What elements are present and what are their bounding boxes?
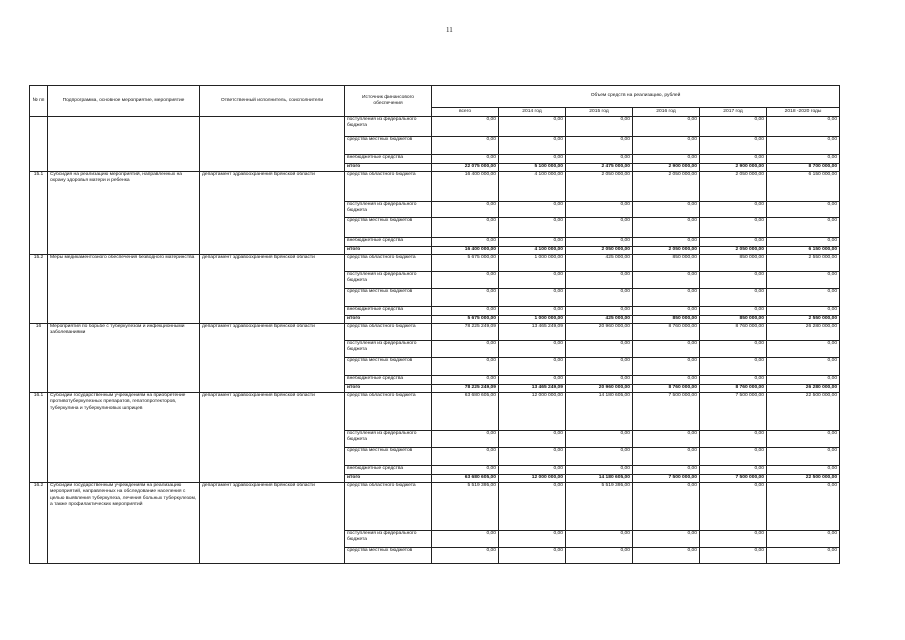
amount-cell: 0,00 <box>700 238 767 247</box>
amount-cell: 0,00 <box>767 448 840 466</box>
amount-cell: 0,00 <box>432 376 499 385</box>
row-number: 16 <box>30 324 48 393</box>
funding-source: поступления из федерального бюджета <box>345 117 432 137</box>
amount-cell: 5 519 395,00 <box>566 483 633 531</box>
amount-cell: 0,00 <box>767 238 840 247</box>
amount-cell: 425 000,00 <box>566 255 633 272</box>
amount-cell: 16 400 000,00 <box>432 247 499 255</box>
amount-cell: 0,00 <box>767 483 840 531</box>
header-year: всего <box>432 108 499 117</box>
header-num: № пп <box>30 86 48 117</box>
funding-source: внебюджетные средства <box>345 376 432 385</box>
amount-cell: 0,00 <box>633 431 700 448</box>
amount-cell: 0,00 <box>566 307 633 316</box>
measure-name <box>48 117 200 172</box>
amount-cell: 8 760 000,00 <box>700 385 767 393</box>
amount-cell: 78 225 249,09 <box>432 385 499 393</box>
amount-cell: 0,00 <box>767 272 840 289</box>
amount-cell: 0,00 <box>499 466 566 475</box>
funding-source: поступления из федерального бюджета <box>345 531 432 548</box>
page-number: 11 <box>446 26 453 34</box>
funding-source: средства областного бюджета <box>345 324 432 341</box>
header-year: 2015 год <box>566 108 633 117</box>
amount-cell: 0,00 <box>700 155 767 164</box>
amount-cell: 0,00 <box>633 202 700 218</box>
funding-source: внебюджетные средства <box>345 466 432 475</box>
amount-cell: 0,00 <box>499 155 566 164</box>
amount-cell: 0,00 <box>499 202 566 218</box>
amount-cell: 8 760 000,00 <box>700 324 767 341</box>
amount-cell: 0,00 <box>633 341 700 358</box>
amount-cell: 0,00 <box>633 137 700 155</box>
amount-cell: 0,00 <box>767 431 840 448</box>
amount-cell: 7 500 000,00 <box>633 393 700 431</box>
amount-cell: 0,00 <box>767 117 840 137</box>
header-name: Подпрограмма, основное мероприятие, мероприятие <box>48 86 200 117</box>
row-number: 15.2 <box>30 255 48 324</box>
amount-cell: 2 050 000,00 <box>566 247 633 255</box>
amount-cell: 0,00 <box>566 218 633 238</box>
amount-cell: 2 900 000,00 <box>700 164 767 172</box>
amount-cell: 0,00 <box>432 466 499 475</box>
amount-cell: 0,00 <box>633 272 700 289</box>
amount-cell: 5 675 000,00 <box>432 316 499 324</box>
table-row <box>30 324 840 341</box>
amount-cell: 0,00 <box>633 289 700 307</box>
funding-source: средства местных бюджетов <box>345 548 432 564</box>
amount-cell: 0,00 <box>499 218 566 238</box>
amount-cell: 0,00 <box>566 289 633 307</box>
amount-cell: 1 000 000,00 <box>499 316 566 324</box>
amount-cell: 0,00 <box>633 155 700 164</box>
amount-cell: 0,00 <box>700 358 767 376</box>
amount-cell: 0,00 <box>633 376 700 385</box>
amount-cell: 0,00 <box>767 466 840 475</box>
amount-cell: 0,00 <box>432 202 499 218</box>
amount-cell: 5 675 000,00 <box>432 255 499 272</box>
header-year: 2014 год <box>499 108 566 117</box>
amount-cell: 7 500 000,00 <box>700 475 767 483</box>
amount-cell: 0,00 <box>499 431 566 448</box>
amount-cell: 0,00 <box>499 341 566 358</box>
amount-cell: 16 400 000,00 <box>432 172 499 202</box>
amount-cell: 4 100 000,00 <box>499 172 566 202</box>
amount-cell: 0,00 <box>633 448 700 466</box>
amount-cell: 0,00 <box>432 272 499 289</box>
amount-cell: 22 500 000,00 <box>767 393 840 431</box>
amount-cell: 425 000,00 <box>566 316 633 324</box>
row-number: 16.1 <box>30 393 48 483</box>
amount-cell: 6 150 000,00 <box>767 172 840 202</box>
amount-cell: 0,00 <box>499 137 566 155</box>
amount-cell: 0,00 <box>566 341 633 358</box>
amount-cell: 0,00 <box>432 117 499 137</box>
funding-source: итого <box>345 247 432 255</box>
amount-cell: 63 680 605,00 <box>432 475 499 483</box>
amount-cell: 0,00 <box>432 155 499 164</box>
amount-cell: 0,00 <box>700 466 767 475</box>
row-number: 16.2 <box>30 483 48 564</box>
amount-cell: 0,00 <box>767 202 840 218</box>
amount-cell: 2 550 000,00 <box>767 316 840 324</box>
amount-cell: 0,00 <box>767 155 840 164</box>
funding-source: средства местных бюджетов <box>345 448 432 466</box>
amount-cell: 0,00 <box>566 272 633 289</box>
amount-cell: 0,00 <box>499 238 566 247</box>
amount-cell: 2 050 000,00 <box>633 172 700 202</box>
amount-cell: 8 760 000,00 <box>633 324 700 341</box>
amount-cell: 8 760 000,00 <box>633 385 700 393</box>
amount-cell: 0,00 <box>432 548 499 564</box>
amount-cell: 13 465 249,09 <box>499 324 566 341</box>
amount-cell: 26 280 000,00 <box>767 324 840 341</box>
amount-cell: 7 500 000,00 <box>633 475 700 483</box>
funding-source: итого <box>345 316 432 324</box>
amount-cell: 0,00 <box>700 289 767 307</box>
amount-cell: 14 180 605,00 <box>566 475 633 483</box>
funding-source: поступления из федерального бюджета <box>345 431 432 448</box>
row-number <box>30 117 48 172</box>
amount-cell: 0,00 <box>499 289 566 307</box>
amount-cell: 13 465 249,09 <box>499 385 566 393</box>
amount-cell: 0,00 <box>566 376 633 385</box>
executor <box>200 117 345 172</box>
amount-cell: 0,00 <box>566 238 633 247</box>
amount-cell: 0,00 <box>700 137 767 155</box>
measure-name: Субсидии государственным учреждениям на приобретение противотуберкулезных препаратов, гепатопротекторов, туберкулина и туберкулиновых шприцев <box>48 393 200 483</box>
amount-cell: 0,00 <box>499 531 566 548</box>
amount-cell: 0,00 <box>432 531 499 548</box>
amount-cell: 0,00 <box>432 307 499 316</box>
header-source: Источник финансового обеспечения <box>345 86 432 117</box>
funding-source: средства областного бюджета <box>345 172 432 202</box>
table-row <box>30 393 840 431</box>
amount-cell: 0,00 <box>432 431 499 448</box>
amount-cell: 0,00 <box>499 272 566 289</box>
amount-cell: 0,00 <box>432 218 499 238</box>
amount-cell: 0,00 <box>499 483 566 531</box>
funding-source: средства местных бюджетов <box>345 358 432 376</box>
amount-cell: 850 000,00 <box>633 255 700 272</box>
amount-cell: 78 225 249,09 <box>432 324 499 341</box>
amount-cell: 0,00 <box>700 202 767 218</box>
amount-cell: 0,00 <box>633 531 700 548</box>
amount-cell: 0,00 <box>767 218 840 238</box>
measure-name: Субсидии государственным учреждениям на реализацию мероприятий, направленных на обследование населения с целью выявления туберкулеза, лечения больных туберкулезом, а также профилактических мероприятий <box>48 483 200 564</box>
amount-cell: 850 000,00 <box>700 316 767 324</box>
amount-cell: 0,00 <box>566 431 633 448</box>
amount-cell: 2 050 000,00 <box>700 172 767 202</box>
amount-cell: 0,00 <box>700 272 767 289</box>
amount-cell: 0,00 <box>566 531 633 548</box>
amount-cell: 0,00 <box>767 289 840 307</box>
amount-cell: 0,00 <box>700 531 767 548</box>
executor: департамент здравоохранения Брянской области <box>200 393 345 483</box>
executor: департамент здравоохранения Брянской области <box>200 483 345 564</box>
header-year: 2018 -2020 годы <box>767 108 840 117</box>
funding-source: средства областного бюджета <box>345 255 432 272</box>
amount-cell: 6 150 000,00 <box>767 247 840 255</box>
amount-cell: 0,00 <box>633 358 700 376</box>
amount-cell: 0,00 <box>566 202 633 218</box>
header-year: 2017 год <box>700 108 767 117</box>
amount-cell: 2 900 000,00 <box>633 164 700 172</box>
table-row <box>30 483 840 531</box>
measure-name: Меры медикаментозного обеспечения безводного материнства <box>48 255 200 324</box>
amount-cell: 0,00 <box>499 376 566 385</box>
funding-source: итого <box>345 385 432 393</box>
amount-cell: 0,00 <box>432 341 499 358</box>
funding-source: итого <box>345 475 432 483</box>
amount-cell: 0,00 <box>499 307 566 316</box>
amount-cell: 0,00 <box>499 358 566 376</box>
amount-cell: 0,00 <box>767 531 840 548</box>
amount-cell: 0,00 <box>633 238 700 247</box>
amount-cell: 0,00 <box>432 448 499 466</box>
amount-cell: 0,00 <box>566 117 633 137</box>
amount-cell: 0,00 <box>700 448 767 466</box>
funding-source: внебюджетные средства <box>345 238 432 247</box>
funding-source: средства местных бюджетов <box>345 289 432 307</box>
amount-cell: 0,00 <box>700 218 767 238</box>
amount-cell: 0,00 <box>566 358 633 376</box>
amount-cell: 2 050 000,00 <box>700 247 767 255</box>
amount-cell: 0,00 <box>700 307 767 316</box>
header-year: 2016 год <box>633 108 700 117</box>
amount-cell: 0,00 <box>700 483 767 531</box>
header-executor: Ответственный исполнитель, соисполнители <box>200 86 345 117</box>
funding-source: поступления из федерального бюджета <box>345 341 432 358</box>
executor: департамент здравоохранения Брянской области <box>200 255 345 324</box>
funding-source: средства областного бюджета <box>345 483 432 531</box>
amount-cell: 0,00 <box>566 137 633 155</box>
table-row <box>30 255 840 272</box>
amount-cell: 5 519 395,00 <box>432 483 499 531</box>
amount-cell: 20 960 000,00 <box>566 385 633 393</box>
amount-cell: 2 475 000,00 <box>566 164 633 172</box>
amount-cell: 2 050 000,00 <box>566 172 633 202</box>
funding-source: внебюджетные средства <box>345 155 432 164</box>
amount-cell: 0,00 <box>499 448 566 466</box>
amount-cell: 0,00 <box>767 137 840 155</box>
funding-table <box>29 85 840 564</box>
amount-cell: 12 000 000,00 <box>499 393 566 431</box>
amount-cell: 0,00 <box>700 117 767 137</box>
funding-source: поступления из федерального бюджета <box>345 202 432 218</box>
amount-cell: 0,00 <box>499 548 566 564</box>
amount-cell: 0,00 <box>633 218 700 238</box>
funding-source: итого <box>345 164 432 172</box>
amount-cell: 0,00 <box>432 238 499 247</box>
amount-cell: 0,00 <box>566 155 633 164</box>
amount-cell: 14 180 605,00 <box>566 393 633 431</box>
amount-cell: 20 960 000,00 <box>566 324 633 341</box>
amount-cell: 2 050 000,00 <box>633 247 700 255</box>
table-row <box>30 172 840 202</box>
amount-cell: 0,00 <box>767 341 840 358</box>
amount-cell: 0,00 <box>432 289 499 307</box>
amount-cell: 0,00 <box>700 548 767 564</box>
amount-cell: 0,00 <box>566 466 633 475</box>
amount-cell: 26 280 000,00 <box>767 385 840 393</box>
amount-cell: 22 075 000,00 <box>432 164 499 172</box>
amount-cell: 0,00 <box>633 483 700 531</box>
amount-cell: 0,00 <box>432 137 499 155</box>
amount-cell: 2 550 000,00 <box>767 255 840 272</box>
funding-source: средства местных бюджетов <box>345 137 432 155</box>
amount-cell: 0,00 <box>566 448 633 466</box>
executor: департамент здравоохранения Брянской области <box>200 172 345 255</box>
amount-cell: 12 000 000,00 <box>499 475 566 483</box>
amount-cell: 0,00 <box>566 548 633 564</box>
funding-source: средства местных бюджетов <box>345 218 432 238</box>
amount-cell: 0,00 <box>767 548 840 564</box>
funding-source: средства областного бюджета <box>345 393 432 431</box>
amount-cell: 63 680 605,00 <box>432 393 499 431</box>
amount-cell: 0,00 <box>633 548 700 564</box>
amount-cell: 850 000,00 <box>633 316 700 324</box>
amount-cell: 0,00 <box>700 431 767 448</box>
amount-cell: 0,00 <box>633 466 700 475</box>
amount-cell: 0,00 <box>700 376 767 385</box>
table-row <box>30 117 840 137</box>
amount-cell: 0,00 <box>767 376 840 385</box>
row-number: 15.1 <box>30 172 48 255</box>
measure-name: Субсидия на реализацию мероприятий, направленных на охрану здоровья матери и ребенка <box>48 172 200 255</box>
amount-cell: 5 100 000,00 <box>499 164 566 172</box>
amount-cell: 0,00 <box>633 117 700 137</box>
amount-cell: 0,00 <box>700 341 767 358</box>
amount-cell: 1 000 000,00 <box>499 255 566 272</box>
amount-cell: 0,00 <box>432 358 499 376</box>
amount-cell: 0,00 <box>499 117 566 137</box>
amount-cell: 0,00 <box>633 307 700 316</box>
amount-cell: 8 700 000,00 <box>767 164 840 172</box>
amount-cell: 850 000,00 <box>700 255 767 272</box>
amount-cell: 22 500 000,00 <box>767 475 840 483</box>
executor: департамент здравоохранения Брянской области <box>200 324 345 393</box>
funding-source: поступления из федерального бюджета <box>345 272 432 289</box>
amount-cell: 0,00 <box>767 307 840 316</box>
amount-cell: 4 100 000,00 <box>499 247 566 255</box>
amount-cell: 7 500 000,00 <box>700 393 767 431</box>
measure-name: Мероприятия по борьбе с туберкулезом и инфекционными заболеваниями <box>48 324 200 393</box>
amount-cell: 0,00 <box>767 358 840 376</box>
funding-source: внебюджетные средства <box>345 307 432 316</box>
header-volume: Объем средств на реализацию, рублей <box>432 86 840 108</box>
